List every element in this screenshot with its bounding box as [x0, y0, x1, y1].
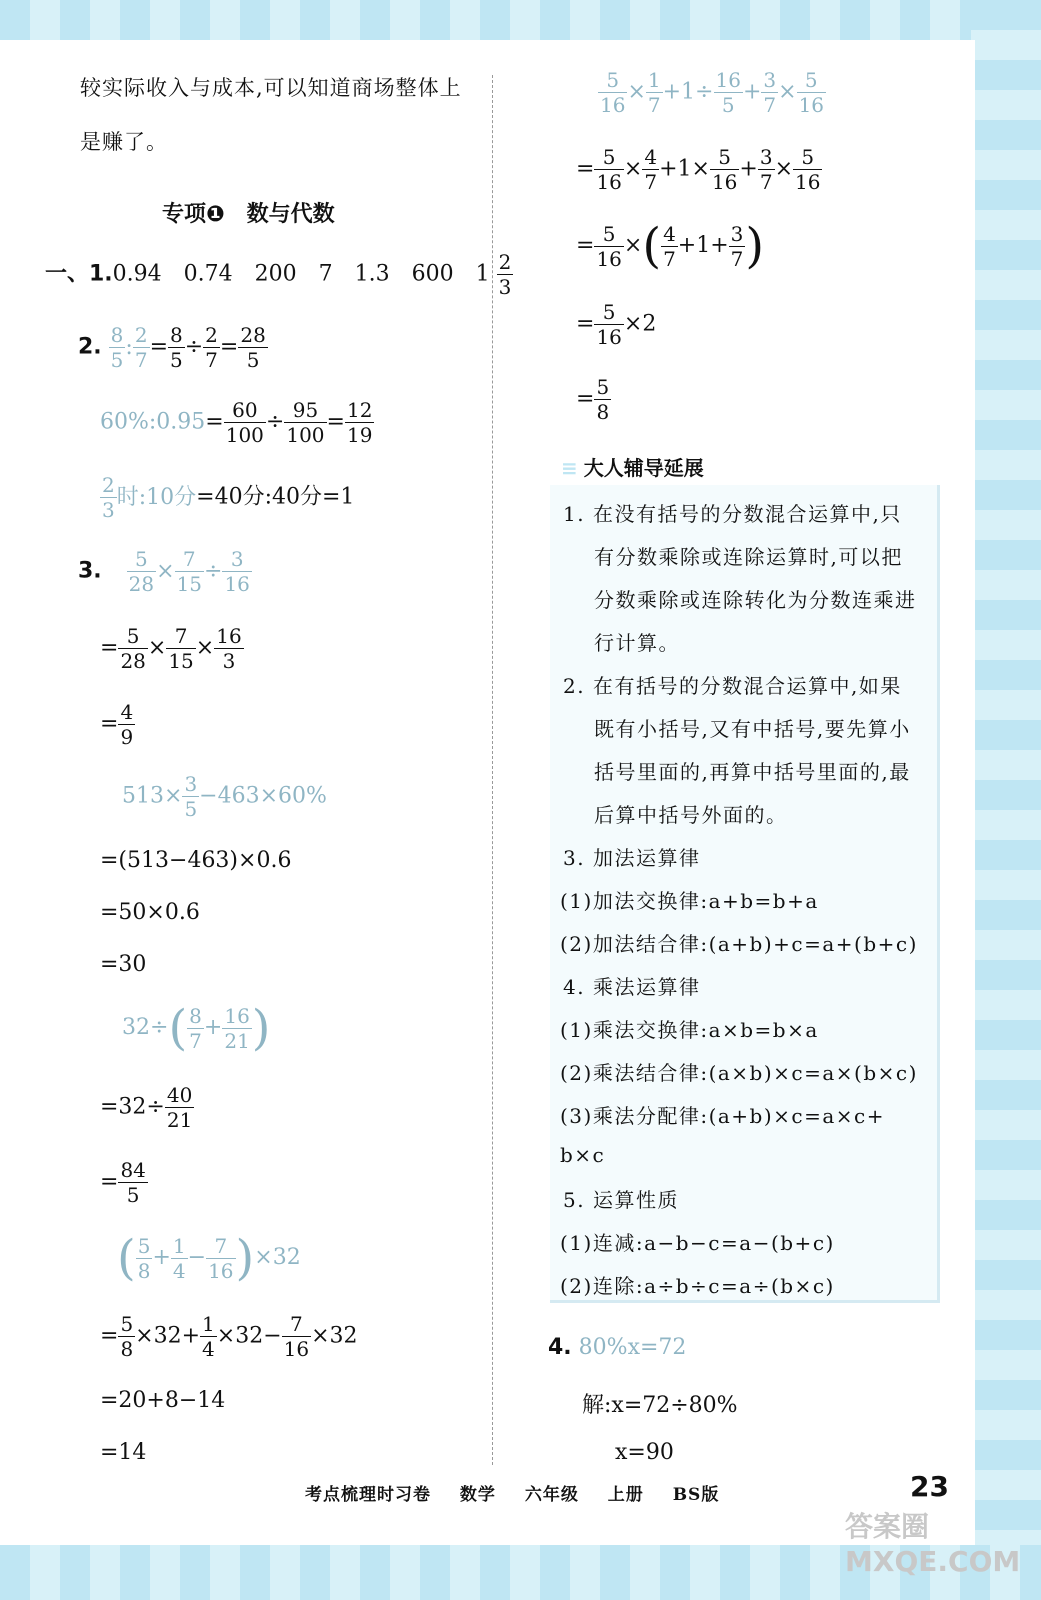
q3-line-14: =14 [100, 1440, 147, 1465]
decorative-border-right [971, 0, 1041, 1600]
r-line-1: $\frac{5}{16}$ × $\frac{1}{7}$ +1÷ $\frac{16}{5}$ + $\frac{3}{7}$ × $\frac{5}{16}$ [600, 68, 825, 117]
box-line: (3)乘法分配律:(a+b)×c=a×c+ [560, 1104, 886, 1128]
box-line: 1. 在没有括号的分数混合运算中,只 [563, 502, 902, 526]
q3-line-3: = $\frac{4}{9}$ [100, 700, 134, 749]
lines-icon: ≡ [561, 456, 578, 480]
box-line: 分数乘除或连除转化为分数连乘进 [594, 588, 917, 612]
box-line: 4. 乘法运算律 [563, 975, 701, 999]
q2-label: 2. [78, 334, 102, 360]
watermark: 答案圈 MXQE.COM [845, 1510, 1021, 1578]
footer-grade: 六年级 [524, 1485, 579, 1505]
q1-values: 0.94 0.74 200 7 1.3 600 1 [112, 261, 490, 287]
q3-label: 3. [78, 558, 102, 584]
q3-line-8: 32÷( $\frac{8}{7}$ + $\frac{16}{21}$ ) [122, 1000, 271, 1056]
box-line: 后算中括号外面的。 [594, 803, 788, 827]
section-title: 专项❶ 数与代数 [162, 202, 335, 227]
box-line: 既有小括号,又有中括号,要先算小 [594, 717, 911, 741]
q2-line-2: 60%:0.95= $\frac{60}{100}$ ÷ $\frac{95}{100}$ = $\frac{12}{19}$ [100, 398, 373, 447]
decorative-border-top [0, 0, 1041, 40]
box-line: 3. 加法运算律 [563, 846, 701, 870]
box-line: (2)乘法结合律:(a×b)×c=a×(b×c) [560, 1061, 918, 1085]
r-line-3: = $\frac{5}{16}$ ×( $\frac{4}{7}$ +1+ $\frac{3}{7}$ ) [576, 218, 765, 274]
page-number: 23 [910, 1470, 949, 1503]
q1-label: 一、1. [45, 261, 113, 287]
question-1 [45, 250, 513, 299]
footer-edition: BS版 [672, 1485, 720, 1505]
r-line-5: = $\frac{5}{8}$ [576, 375, 610, 424]
q4-line-2: x=90 [615, 1440, 674, 1465]
q3-line-9: =32÷ $\frac{40}{21}$ [100, 1083, 193, 1132]
footer-book: 考点梳理时习卷 [305, 1485, 431, 1505]
page-footer [305, 1480, 741, 1505]
q4-line-1: 解:x=72÷80% [582, 1393, 738, 1418]
box-line: 括号里面的,再算中括号里面的,最 [594, 760, 911, 784]
box-line: (1)加法交换律:a+b=b+a [560, 889, 819, 913]
box-line: 2. 在有括号的分数混合运算中,如果 [563, 674, 902, 698]
q1-fraction: $\frac{2}{3}$ [498, 250, 512, 299]
q3-line-10: = $\frac{84}{5}$ [100, 1158, 146, 1207]
q3-line-4: 513× $\frac{3}{5}$ −463×60% [122, 772, 327, 821]
q3-line-1: 3. $\frac{5}{28}$ × $\frac{7}{15}$ ÷ $\frac{3}{16}$ [78, 547, 250, 596]
box-line: (1)连减:a−b−c=a−(b+c) [560, 1231, 835, 1255]
q3-line-11: ( $\frac{5}{8}$ + $\frac{1}{4}$ − $\frac{7}{16}$ )×32 [117, 1230, 301, 1286]
box-line: (1)乘法交换律:a×b=b×a [560, 1018, 819, 1042]
q3-line-6: =50×0.6 [100, 900, 200, 925]
intro-line-1: 较实际收入与成本,可以知道商场整体上 [80, 76, 462, 100]
q3-line-7: =30 [100, 952, 147, 977]
r-line-4: = $\frac{5}{16}$ ×2 [576, 300, 657, 349]
box-line: 有分数乘除或连除运算时,可以把 [594, 545, 903, 569]
q3-line-2: = $\frac{5}{28}$ × $\frac{7}{15}$ × $\frac{16}{3}$ [100, 624, 242, 673]
box-line: (2)连除:a÷b÷c=a÷(b×c) [560, 1274, 835, 1298]
footer-volume: 上册 [607, 1485, 644, 1505]
q4-problem: 80%x=72 [578, 1335, 687, 1360]
box-line: 5. 运算性质 [563, 1188, 679, 1212]
r-line-2: = $\frac{5}{16}$ × $\frac{4}{7}$ +1× $\frac{5}{16}$ + $\frac{3}{7}$ × $\frac{5}{16}$ [576, 145, 821, 194]
box-line: b×c [560, 1143, 606, 1167]
q3-line-12: = $\frac{5}{8}$ ×32+ $\frac{1}{4}$ ×32− $\frac{7}{16}$ ×32 [100, 1312, 358, 1361]
tutoring-box-title: ≡ 大人辅导延展 [555, 452, 710, 481]
q2-line-1: 2. $\frac{8}{5}$ : $\frac{2}{7}$ = $\frac{8}{5}$ ÷ $\frac{2}{7}$ = $\frac{28}{5}$ [78, 323, 266, 372]
question-4 [548, 1335, 686, 1360]
q2-line-3: $\frac{2}{3}$ 时:10分=40分:40分=1 [102, 473, 355, 522]
intro-line-2: 是赚了。 [80, 130, 168, 154]
box-line: (2)加法结合律:(a+b)+c=a+(b+c) [560, 932, 918, 956]
q4-label: 4. [548, 1335, 572, 1360]
box-line: 行计算。 [594, 631, 680, 655]
q3-line-13: =20+8−14 [100, 1388, 226, 1413]
q3-line-5: =(513−463)×0.6 [100, 848, 292, 873]
footer-subject: 数学 [459, 1485, 496, 1505]
